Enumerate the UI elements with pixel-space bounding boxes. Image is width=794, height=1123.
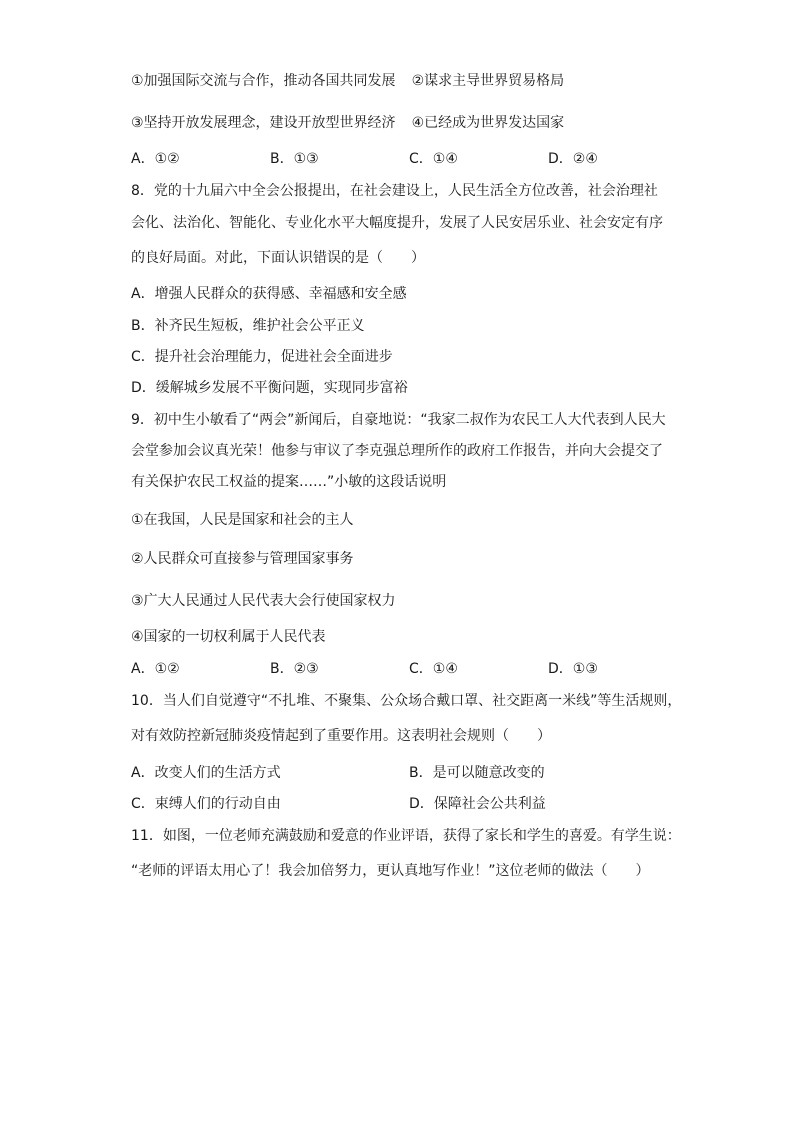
q7-statement-4: ④已经成为世界发达国家 — [411, 115, 565, 131]
q7-option-d[interactable]: D．②④ — [548, 151, 598, 167]
q9-option-c[interactable]: C．①④ — [409, 661, 458, 677]
q7-option-b[interactable]: B．①③ — [270, 151, 319, 167]
q7-option-c[interactable]: C．①④ — [409, 151, 458, 167]
q7-statement-3: ③坚持开放发展理念，建设开放型世界经济 — [131, 115, 396, 131]
q9-stem-line-1: 9．初中生小敏看了“两会”新闻后，自豪地说：“我家二叔作为农民工人大代表到人民大 — [131, 412, 666, 428]
q8-stem-line-3: 的良好局面。对此，下面认识错误的是（ ） — [131, 250, 425, 266]
q7-statement-1: ①加强国际交流与合作，推动各国共同发展 — [131, 73, 396, 89]
q8-option-b[interactable]: B．补齐民生短板，维护社会公平正义 — [131, 318, 365, 334]
q8-stem-line-2: 会化、法治化、智能化、专业化水平大幅度提升，发展了人民安居乐业、社会安定有序 — [131, 215, 663, 231]
q7-options — [131, 149, 671, 169]
q9-options — [131, 659, 671, 679]
q9-statement-3: ③广大人民通过人民代表大会行使国家权力 — [131, 593, 396, 609]
q9-statement-2: ②人民群众可直接参与管理国家事务 — [131, 551, 354, 567]
q9-option-d[interactable]: D．①③ — [548, 661, 598, 677]
q10-option-a[interactable]: A．改变人们的生活方式 — [131, 765, 281, 781]
q10-stem-line-1: 10．当人们自觉遵守“不扎堆、不聚集、公众场合戴口罩、社交距离一米线”等生活规则， — [131, 693, 682, 709]
q9-statement-1: ①在我国，人民是国家和社会的主人 — [131, 512, 354, 528]
q10-options-row-2 — [131, 794, 671, 814]
q7-statements-row-2 — [131, 113, 564, 133]
q10-option-c[interactable]: C．束缚人们的行动自由 — [131, 796, 281, 812]
q7-option-a[interactable]: A．①② — [131, 151, 180, 167]
q8-option-c[interactable]: C．提升社会治理能力，促进社会全面进步 — [131, 349, 393, 365]
q8-option-d[interactable]: D．缓解城乡发展不平衡问题，实现同步富裕 — [131, 380, 408, 396]
q10-option-d[interactable]: D．保障社会公共利益 — [409, 796, 546, 812]
q8-stem-line-1: 8．党的十九届六中全会公报提出，在社会建设上，人民生活全方位改善，社会治理社 — [131, 183, 658, 199]
q11-stem-line-1: 11．如图，一位老师充满鼓励和爱意的作业评语，获得了家长和学生的喜爱。有学生说： — [131, 828, 681, 844]
q10-option-b[interactable]: B．是可以随意改变的 — [409, 765, 545, 781]
q11-stem-line-2: “老师的评语太用心了！我会加倍努力，更认真地写作业！”这位老师的做法（ ） — [131, 863, 650, 879]
q9-stem-line-2: 会堂参加会议真光荣！他参与审议了李克强总理所作的政府工作报告，并向大会提交了 — [131, 443, 663, 459]
q9-statement-4: ④国家的一切权利属于人民代表 — [131, 629, 326, 645]
q7-statement-2: ②谋求主导世界贸易格局 — [411, 73, 565, 89]
q10-stem-line-2: 对有效防控新冠肺炎疫情起到了重要作用。这表明社会规则（ ） — [131, 728, 551, 744]
q8-option-a[interactable]: A．增强人民群众的获得感、幸福感和安全感 — [131, 286, 407, 302]
q9-option-a[interactable]: A．①② — [131, 661, 180, 677]
q9-option-b[interactable]: B．②③ — [270, 661, 319, 677]
q7-statements-row-1 — [131, 71, 564, 91]
q10-options-row-1 — [131, 763, 671, 783]
q9-stem-line-3: 有关保护农民工权益的提案……”小敏的这段话说明 — [131, 474, 447, 490]
